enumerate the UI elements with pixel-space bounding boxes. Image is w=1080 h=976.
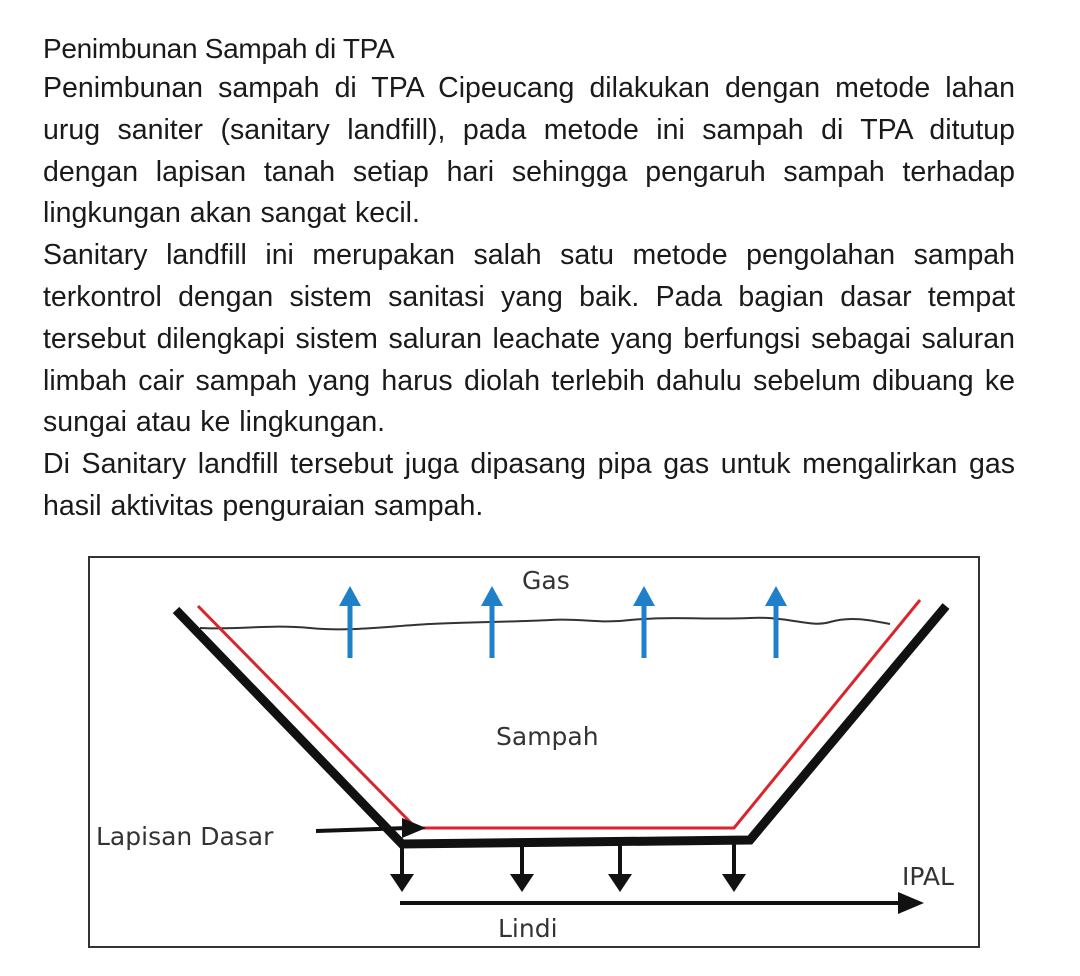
label-ipal: IPAL	[902, 862, 954, 891]
leachate-pipe-3	[608, 845, 632, 892]
document-title: Penimbunan Sampah di TPA	[43, 33, 395, 64]
gas-vent-arrow-4	[765, 586, 787, 658]
red-liner	[198, 600, 920, 828]
leachate-pipe-2	[510, 846, 534, 892]
paragraph-2: Sanitary landfill ini merupakan salah satu metode pengolahan sampah terkontrol dengan sistem sanitasi yang baik. Pada bagian dasar tempat tersebut dilengkapi sistem saluran leachate yang berfungsi sebagai saluran limbah cair sampah yang harus diolah terlebih dahulu sebelum dibuang ke sungai atau ke lingkungan.	[43, 239, 1015, 439]
paragraph-3: Di Sanitary landfill tersebut juga dipasang pipa gas untuk mengalirkan gas hasil aktivitas penguraian sampah.	[43, 448, 1015, 522]
lindi-flow-arrow	[400, 892, 924, 914]
label-gas: Gas	[522, 566, 570, 595]
gas-vent-arrow-3	[633, 586, 655, 658]
sanitary-landfill-diagram	[88, 556, 980, 948]
gas-vents	[339, 586, 787, 658]
landfill-drawing	[90, 558, 978, 946]
gas-vent-arrow-1	[339, 586, 361, 658]
leachate-pipes	[390, 844, 746, 892]
label-lapisan-dasar: Lapisan Dasar	[96, 822, 274, 851]
waste-surface-line	[200, 618, 890, 630]
paragraph-1: Penimbunan sampah di TPA Cipeucang dilakukan dengan metode lahan urug saniter (sanitary landfill), pada metode ini sampah di TPA ditutup dengan lapisan tanah setiap hari sehingga pengaruh sampah terhadap lingkungan akan sangat kecil.	[43, 72, 1015, 230]
document	[43, 30, 1015, 528]
leachate-pipe-4	[722, 844, 746, 892]
label-sampah: Sampah	[496, 722, 599, 751]
label-lindi: Lindi	[498, 914, 558, 943]
leachate-pipe-1	[390, 846, 414, 892]
